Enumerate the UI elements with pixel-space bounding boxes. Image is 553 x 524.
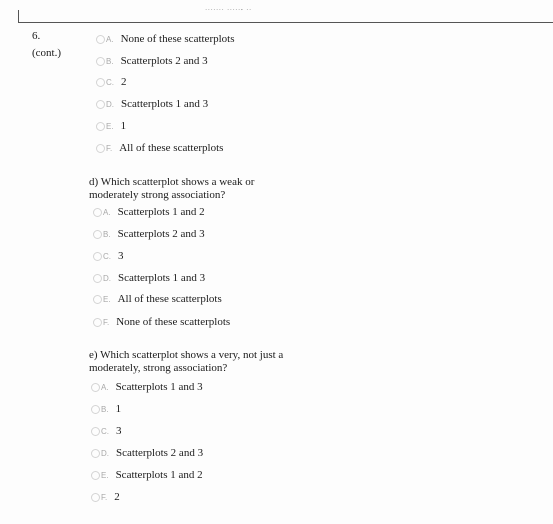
option-label: All of these scatterplots <box>119 142 224 154</box>
part-e-option-d[interactable] <box>91 446 203 460</box>
option-label: Scatterplots 1 and 3 <box>115 381 203 393</box>
part-c-option-a[interactable] <box>96 32 235 46</box>
option-label: 1 <box>115 403 122 415</box>
option-label: Scatterplots 1 and 3 <box>121 98 209 110</box>
option-letter: C. <box>101 426 109 436</box>
option-label: 3 <box>116 425 122 437</box>
option-label: 3 <box>118 250 124 262</box>
option-letter: F. <box>101 492 108 502</box>
option-letter: D. <box>103 273 111 283</box>
option-label: Scatterplots 1 and 2 <box>117 206 205 218</box>
option-letter: A. <box>106 34 114 44</box>
part-e-option-a[interactable] <box>91 380 203 394</box>
question-line: moderately strong association? <box>89 189 226 201</box>
part-e-option-c[interactable] <box>91 424 122 438</box>
radio-button[interactable] <box>93 295 102 304</box>
radio-button[interactable] <box>93 252 102 261</box>
question-line: moderately, strong association? <box>89 362 228 374</box>
part-d-question <box>89 176 254 202</box>
radio-button[interactable] <box>96 100 105 109</box>
part-e-option-f[interactable] <box>91 490 120 504</box>
radio-button[interactable] <box>96 35 105 44</box>
option-label: 2 <box>114 491 120 503</box>
question-continued-label: (cont.) <box>32 47 62 59</box>
header-cut-text: ....... ....., .. <box>205 6 252 11</box>
option-letter: E. <box>106 121 114 131</box>
part-e-option-b[interactable] <box>91 402 121 416</box>
radio-button[interactable] <box>91 471 100 480</box>
radio-button[interactable] <box>91 383 100 392</box>
part-e-question <box>89 349 283 375</box>
option-letter: C. <box>106 77 114 87</box>
radio-button[interactable] <box>93 230 102 239</box>
option-label: Scatterplots 2 and 3 <box>120 55 208 67</box>
option-label: Scatterplots 2 and 3 <box>116 447 204 459</box>
option-letter: F. <box>106 143 113 153</box>
radio-button[interactable] <box>93 274 102 283</box>
part-c-option-c[interactable] <box>96 75 127 89</box>
option-letter: D. <box>101 448 109 458</box>
radio-button[interactable] <box>91 405 100 414</box>
part-d-option-b[interactable] <box>93 227 205 241</box>
question-line: d) Which scatterplot shows a weak or <box>89 176 255 188</box>
option-letter: E. <box>103 294 111 304</box>
option-letter: A. <box>103 207 111 217</box>
option-label: All of these scatterplots <box>117 293 222 305</box>
part-c-option-e[interactable] <box>96 119 126 133</box>
radio-button[interactable] <box>96 78 105 87</box>
option-label: None of these scatterplots <box>120 33 235 45</box>
option-label: 1 <box>120 120 127 132</box>
option-label: Scatterplots 2 and 3 <box>117 228 205 240</box>
radio-button[interactable] <box>91 493 100 502</box>
part-d-option-a[interactable] <box>93 205 205 219</box>
radio-button[interactable] <box>96 144 105 153</box>
option-label: Scatterplots 1 and 3 <box>118 272 206 284</box>
option-letter: C. <box>103 251 111 261</box>
option-label: Scatterplots 1 and 2 <box>115 469 203 481</box>
radio-button[interactable] <box>91 427 100 436</box>
question-number: 6. <box>32 30 41 42</box>
header-rule <box>18 22 553 23</box>
radio-button[interactable] <box>91 449 100 458</box>
part-e-option-e[interactable] <box>91 468 203 482</box>
part-d-option-d[interactable] <box>93 271 205 285</box>
option-letter: B. <box>101 404 109 414</box>
question-line: e) Which scatterplot shows a very, not just a <box>89 349 284 361</box>
radio-button[interactable] <box>93 208 102 217</box>
option-label: 2 <box>121 76 127 88</box>
option-letter: D. <box>106 99 114 109</box>
part-d-option-c[interactable] <box>93 249 124 263</box>
option-letter: B. <box>106 56 114 66</box>
part-c-option-b[interactable] <box>96 54 208 68</box>
radio-button[interactable] <box>93 318 102 327</box>
option-letter: A. <box>101 382 109 392</box>
part-d-option-e[interactable] <box>93 292 222 306</box>
part-d-option-f[interactable] <box>93 315 230 329</box>
option-label: None of these scatterplots <box>116 316 231 328</box>
part-c-option-d[interactable] <box>96 97 208 111</box>
part-c-option-f[interactable] <box>96 141 223 155</box>
radio-button[interactable] <box>96 122 105 131</box>
option-letter: E. <box>101 470 109 480</box>
radio-button[interactable] <box>96 57 105 66</box>
option-letter: F. <box>103 317 110 327</box>
option-letter: B. <box>103 229 111 239</box>
